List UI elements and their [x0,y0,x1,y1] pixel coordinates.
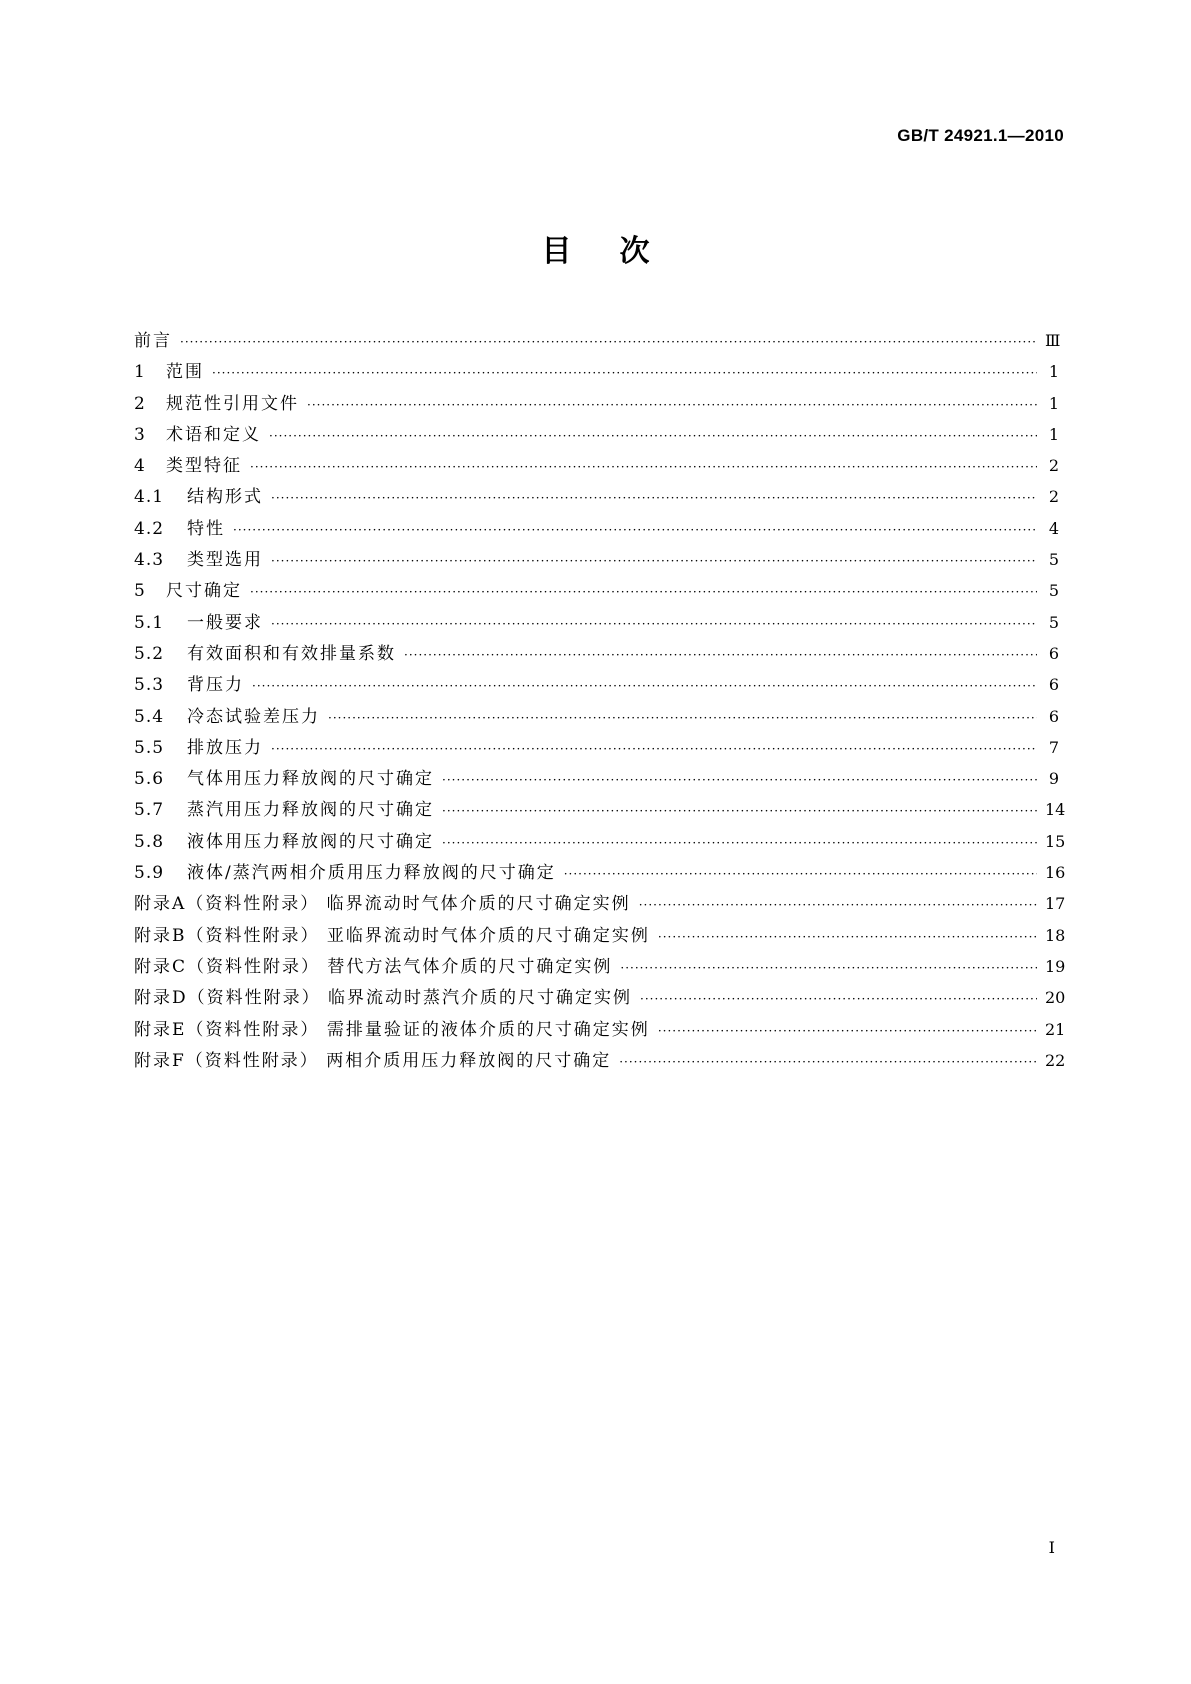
toc-entry[interactable] [134,764,1059,795]
toc-label: 类型特征 [166,456,242,477]
toc-page-number: 15 [1045,831,1066,851]
toc-leader-dots [442,836,1037,850]
toc-leader-dots [328,711,1037,725]
page-title: 目次 [541,234,698,269]
toc-section-number: 4.2 [134,518,165,539]
toc-label: 尺寸确定 [166,581,242,602]
toc-entry[interactable] [134,670,1059,701]
table-of-contents [134,326,1066,1077]
toc-section-number: 5.4 [134,706,165,727]
toc-label: 气体用压力释放阀的尺寸确定 [187,769,434,790]
toc-page-number: 21 [1045,1019,1066,1039]
toc-entry[interactable] [134,1015,1066,1046]
toc-page-number: 6 [1048,643,1059,663]
toc-entry[interactable] [134,702,1059,733]
toc-leader-dots [271,742,1037,756]
toc-leader-dots [442,804,1037,818]
toc-page-number: 20 [1045,988,1066,1008]
page-number: I [1048,1538,1055,1557]
toc-page-number: 16 [1045,863,1066,883]
toc-page-number: 1 [1048,393,1059,413]
toc-entry[interactable] [134,545,1059,576]
toc-entry[interactable] [134,1046,1066,1077]
toc-label: 类型选用 [187,550,263,571]
toc-page-number: 7 [1048,737,1059,757]
toc-page-number: 2 [1048,456,1059,476]
toc-leader-dots [640,992,1037,1006]
toc-section-number: 5.5 [134,737,165,758]
toc-leader-dots [233,523,1037,537]
toc-entry[interactable] [134,451,1059,482]
toc-section-number: 4.1 [134,487,165,508]
toc-entry[interactable] [134,889,1066,920]
toc-leader-dots [271,554,1037,568]
toc-label: 排放压力 [187,737,263,758]
toc-entry[interactable] [134,576,1059,607]
toc-section-number: 5.6 [134,769,165,790]
toc-entry[interactable] [134,357,1059,388]
toc-page-number: 4 [1048,518,1059,538]
toc-label: 一般要求 [187,612,263,633]
toc-page-number: 5 [1048,550,1059,570]
toc-leader-dots [620,961,1037,975]
toc-leader-dots [271,491,1037,505]
toc-page-number: 5 [1048,581,1059,601]
toc-label: 附录F（资料性附录） 两相介质用压力释放阀的尺寸确定 [134,1050,612,1071]
toc-section-number: 2 [134,393,146,414]
toc-leader-dots [658,930,1037,944]
toc-label: 附录A（资料性附录） 临界流动时气体介质的尺寸确定实例 [134,894,631,915]
toc-label: 液体/蒸汽两相介质用压力释放阀的尺寸确定 [187,863,556,884]
toc-entry[interactable] [134,639,1059,670]
toc-label: 前言 [134,331,172,351]
toc-leader-dots [442,773,1037,787]
toc-page-number: 6 [1048,706,1059,726]
toc-leader-dots [269,429,1037,443]
standard-code: GB/T 24921.1—2010 [897,126,1064,145]
toc-section-number: 5.2 [134,643,165,664]
toc-section-number: 5.3 [134,675,165,696]
toc-section-number: 3 [134,424,146,445]
toc-page-number: 1 [1048,424,1059,444]
toc-leader-dots [250,585,1037,599]
toc-leader-dots [180,335,1037,349]
toc-leader-dots [252,679,1037,693]
toc-label: 附录B（资料性附录） 亚临界流动时气体介质的尺寸确定实例 [134,925,650,946]
toc-entry[interactable] [134,389,1059,420]
toc-label: 冷态试验差压力 [187,706,320,727]
toc-entry[interactable] [134,482,1059,513]
toc-page-number: 14 [1045,800,1066,820]
toc-page-number: 17 [1045,894,1066,914]
toc-entry[interactable] [134,952,1066,983]
toc-entry[interactable] [134,733,1059,764]
toc-entry[interactable] [134,608,1059,639]
toc-entry[interactable] [134,921,1066,952]
toc-leader-dots [564,867,1037,881]
toc-entry[interactable] [134,983,1066,1014]
toc-label: 规范性引用文件 [166,393,299,414]
toc-section-number: 5 [134,581,146,602]
toc-page-number: 19 [1045,956,1066,976]
toc-leader-dots [404,648,1037,662]
toc-section-number: 4.3 [134,550,165,571]
toc-page-number: 9 [1048,769,1059,789]
toc-section-number: 1 [134,362,146,383]
toc-page-number: 1 [1048,362,1059,382]
toc-label: 术语和定义 [166,424,261,445]
toc-label: 特性 [187,518,225,539]
toc-label: 有效面积和有效排量系数 [187,643,396,664]
toc-section-number: 5.9 [134,863,165,884]
toc-page-number: 6 [1048,675,1059,695]
toc-section-number: 5.7 [134,800,165,821]
toc-label: 结构形式 [187,487,263,508]
toc-label: 蒸汽用压力释放阀的尺寸确定 [187,800,434,821]
toc-label: 附录D（资料性附录） 临界流动时蒸汽介质的尺寸确定实例 [134,988,633,1009]
toc-section-number: 5.8 [134,831,165,852]
toc-page-number: 22 [1045,1050,1066,1070]
toc-entry[interactable] [134,827,1066,858]
toc-entry[interactable] [134,420,1059,451]
toc-leader-dots [307,398,1037,412]
toc-page-number: 18 [1045,925,1066,945]
toc-leader-dots [619,1055,1037,1069]
toc-leader-dots [212,366,1037,380]
toc-entry[interactable] [134,858,1066,889]
toc-leader-dots [658,1024,1037,1038]
toc-page-number: 2 [1048,487,1059,507]
toc-page-number: Ⅲ [1045,331,1061,350]
toc-entry[interactable] [134,326,1059,357]
toc-label: 液体用压力释放阀的尺寸确定 [187,831,434,852]
toc-label: 附录C（资料性附录） 替代方法气体介质的尺寸确定实例 [134,956,613,977]
toc-section-number: 4 [134,456,146,477]
toc-page-number: 5 [1048,612,1059,632]
toc-entry[interactable] [134,795,1066,826]
toc-entry[interactable] [134,514,1059,545]
toc-label: 背压力 [187,675,244,696]
toc-label: 范围 [166,362,204,383]
toc-section-number: 5.1 [134,612,165,633]
toc-label: 附录E（资料性附录） 需排量验证的液体介质的尺寸确定实例 [134,1019,650,1040]
toc-leader-dots [271,617,1037,631]
toc-leader-dots [639,898,1037,912]
toc-leader-dots [250,460,1037,474]
